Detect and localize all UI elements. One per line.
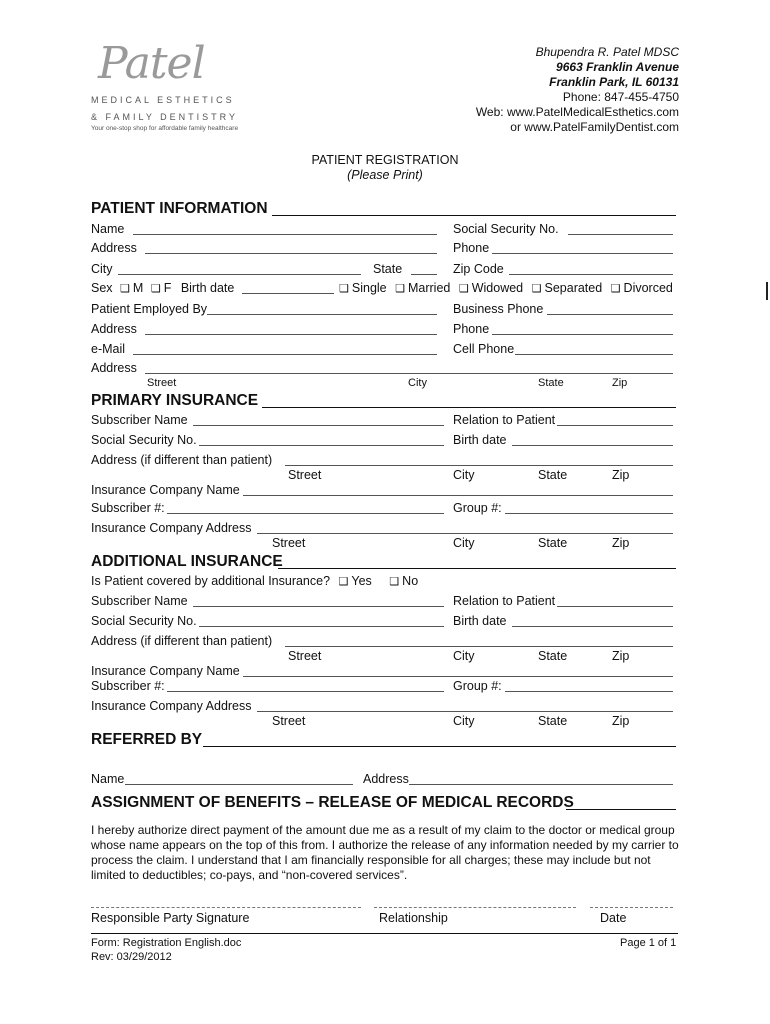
additional-group-field[interactable] [505, 691, 673, 692]
additional-sub-zip: Zip [612, 649, 630, 663]
label-primary-birthdate: Birth date [453, 433, 507, 447]
state-field[interactable] [411, 274, 437, 275]
footer-page-number: Page 1 of 1 [620, 937, 677, 949]
signature-field[interactable] [91, 907, 361, 908]
form-subtitle: (Please Print) [347, 168, 423, 182]
label-separated: Separated [544, 281, 603, 295]
label-birthdate: Birth date [180, 281, 235, 295]
primary-birthdate-field[interactable] [512, 445, 673, 446]
additional-coverage-row [91, 574, 418, 589]
zip-field[interactable] [509, 274, 673, 275]
ssn-field[interactable] [568, 234, 673, 235]
label-primary-group: Group #: [453, 501, 502, 515]
primary-company-sub-zip: Zip [612, 536, 630, 550]
label-cell-phone: Cell Phone [453, 342, 515, 356]
checkbox-m[interactable]: ❑ [120, 283, 130, 295]
primary-ssn-field[interactable] [199, 445, 444, 446]
city-field[interactable] [118, 274, 361, 275]
additional-company-sub-street: Street [272, 714, 306, 728]
label-mailing-address: Address [91, 361, 137, 375]
patient-info-heading: PATIENT INFORMATION [91, 200, 268, 217]
additional-insurance-heading: ADDITIONAL INSURANCE [91, 553, 283, 570]
mailing-address-field[interactable] [145, 373, 673, 374]
primary-subscriber-field[interactable] [193, 425, 444, 426]
label-primary-subscriber-number: Subscriber #: [91, 501, 165, 515]
label-sex: Sex [91, 281, 113, 295]
label-widowed: Widowed [471, 281, 524, 295]
address-block [476, 45, 679, 135]
edge-mark [766, 282, 768, 300]
primary-company-sub-city: City [453, 536, 475, 550]
label-primary-company: Insurance Company Name [91, 483, 240, 497]
logo-line-2: & FAMILY DENTISTRY [91, 112, 239, 122]
phone-number: Phone: 847-455-4750 [562, 90, 679, 104]
additional-company-field[interactable] [243, 676, 673, 677]
label-date: Date [600, 911, 627, 925]
checkbox-single[interactable]: ❑ [339, 283, 349, 295]
date-field[interactable] [590, 907, 673, 908]
sex-row [91, 281, 234, 296]
phone-field[interactable] [492, 253, 673, 254]
label-single: Single [351, 281, 387, 295]
label-additional-ssn: Social Security No. [91, 614, 197, 628]
label-primary-company-address: Insurance Company Address [91, 521, 252, 535]
footer-revision: Rev: 03/29/2012 [91, 951, 172, 963]
primary-sub-city: City [453, 468, 475, 482]
referrer-address-field[interactable] [409, 784, 673, 785]
primary-subscriber-number-field[interactable] [167, 513, 444, 514]
referred-by-heading: REFERRED BY [91, 731, 203, 748]
primary-company-sub-street: Street [272, 536, 306, 550]
label-primary-subscriber: Subscriber Name [91, 413, 188, 427]
label-additional-relation: Relation to Patient [453, 594, 556, 608]
label-f: F [163, 281, 172, 295]
additional-address-field[interactable] [285, 646, 673, 647]
additional-company-sub-zip: Zip [612, 714, 630, 728]
street-address: 9663 Franklin Avenue [556, 60, 679, 74]
checkbox-married[interactable]: ❑ [395, 283, 405, 295]
checkbox-yes[interactable]: ❑ [338, 576, 349, 588]
logo: Patel [98, 38, 205, 89]
marital-status [339, 281, 673, 296]
logo-tagline: Your one-stop shop for affordable family healthcare [91, 125, 239, 132]
additional-relation-field[interactable] [557, 606, 673, 607]
email-field[interactable] [133, 354, 437, 355]
label-additional-group: Group #: [453, 679, 502, 693]
additional-sub-state: State [538, 649, 568, 663]
name-field[interactable] [133, 234, 437, 235]
address-field[interactable] [145, 253, 437, 254]
label-divorced: Divorced [623, 281, 673, 295]
additional-company-sub-state: State [538, 714, 568, 728]
sub-state: State [538, 377, 564, 389]
label-additional-company: Insurance Company Name [91, 664, 240, 678]
label-signature: Responsible Party Signature [91, 911, 250, 925]
label-covered: Is Patient covered by additional Insurance? [91, 574, 331, 588]
employed-by-field[interactable] [207, 314, 437, 315]
label-business-phone: Business Phone [453, 302, 544, 316]
label-additional-address: Address (if different than patient) [91, 634, 273, 648]
website: Web: www.PatelMedicalEsthetics.com [475, 105, 679, 119]
label-address: Address [91, 241, 137, 255]
label-additional-birthdate: Birth date [453, 614, 507, 628]
additional-subscriber-number-field[interactable] [167, 691, 444, 692]
city-address: Franklin Park, IL 60131 [549, 75, 679, 89]
additional-ssn-field[interactable] [199, 626, 444, 627]
checkbox-widowed[interactable]: ❑ [458, 283, 469, 295]
primary-address-field[interactable] [285, 465, 673, 466]
label-employer-address: Address [91, 322, 137, 336]
label-employed-by: Patient Employed By [91, 302, 208, 316]
label-state: State [373, 262, 403, 276]
label-additional-subscriber: Subscriber Name [91, 594, 188, 608]
primary-sub-street: Street [288, 468, 322, 482]
additional-company-sub-city: City [453, 714, 475, 728]
additional-sub-city: City [453, 649, 475, 663]
label-additional-subscriber-number: Subscriber #: [91, 679, 165, 693]
assignment-text: I hereby authorize direct payment of the amount due me as a result of my claim to the doctor or medical group whose name appears on the top of this from. I authorize the release of any information needed by my carrier to process the claim. I understand that I am financially responsible for all charges; these may include but not limited to deductibles; co-pays, and “non-covered services”. [91, 823, 679, 882]
primary-group-field[interactable] [505, 513, 673, 514]
label-referrer-address: Address [363, 772, 409, 786]
primary-insurance-heading: PRIMARY INSURANCE [91, 392, 259, 409]
checkbox-no[interactable]: ❑ [389, 576, 400, 588]
label-city: City [91, 262, 113, 276]
primary-company-sub-state: State [538, 536, 568, 550]
referred-by-field[interactable] [203, 746, 676, 747]
primary-company-field[interactable] [243, 495, 673, 496]
label-no: No [402, 574, 419, 588]
label-relationship: Relationship [379, 911, 448, 925]
sub-zip: Zip [612, 377, 628, 389]
form-title: PATIENT REGISTRATION [311, 153, 459, 167]
primary-sub-state: State [538, 468, 568, 482]
label-yes: Yes [351, 574, 372, 588]
additional-company-address-field[interactable] [257, 711, 673, 712]
label-additional-company-address: Insurance Company Address [91, 699, 252, 713]
birthdate-field[interactable] [242, 293, 334, 294]
label-m: M [132, 281, 144, 295]
label-referrer-name: Name [91, 772, 125, 786]
cell-phone-field[interactable] [515, 354, 673, 355]
label-name: Name [91, 222, 125, 236]
additional-subscriber-field[interactable] [193, 606, 444, 607]
primary-relation-field[interactable] [557, 425, 673, 426]
doctor-name: Bhupendra R. Patel MDSC [535, 45, 679, 59]
label-ssn: Social Security No. [453, 222, 559, 236]
sub-street: Street [147, 377, 177, 389]
label-primary-address: Address (if different than patient) [91, 453, 273, 467]
label-primary-relation: Relation to Patient [453, 413, 556, 427]
employer-phone-field[interactable] [492, 334, 673, 335]
additional-birthdate-field[interactable] [512, 626, 673, 627]
website-alt: or www.PatelFamilyDentist.com [510, 120, 679, 134]
primary-company-address-field[interactable] [257, 533, 673, 534]
referrer-name-field[interactable] [125, 784, 353, 785]
label-married: Married [407, 281, 451, 295]
primary-sub-zip: Zip [612, 468, 630, 482]
checkbox-f[interactable]: ❑ [150, 283, 161, 295]
assignment-heading: ASSIGNMENT OF BENEFITS – RELEASE OF MEDICAL RECORDS [91, 794, 574, 811]
sub-city: City [408, 377, 427, 389]
business-phone-field[interactable] [547, 314, 673, 315]
additional-sub-street: Street [288, 649, 322, 663]
checkbox-divorced[interactable]: ❑ [610, 283, 621, 295]
relationship-field[interactable] [374, 907, 576, 908]
label-employer-phone: Phone [453, 322, 490, 336]
label-email: e-Mail [91, 342, 126, 356]
label-phone: Phone [453, 241, 490, 255]
logo-line-1: MEDICAL ESTHETICS [91, 95, 235, 105]
employer-address-field[interactable] [145, 334, 437, 335]
label-primary-ssn: Social Security No. [91, 433, 197, 447]
checkbox-separated[interactable]: ❑ [531, 283, 542, 295]
label-zip: Zip Code [453, 262, 504, 276]
footer-form-name: Form: Registration English.doc [91, 937, 242, 949]
